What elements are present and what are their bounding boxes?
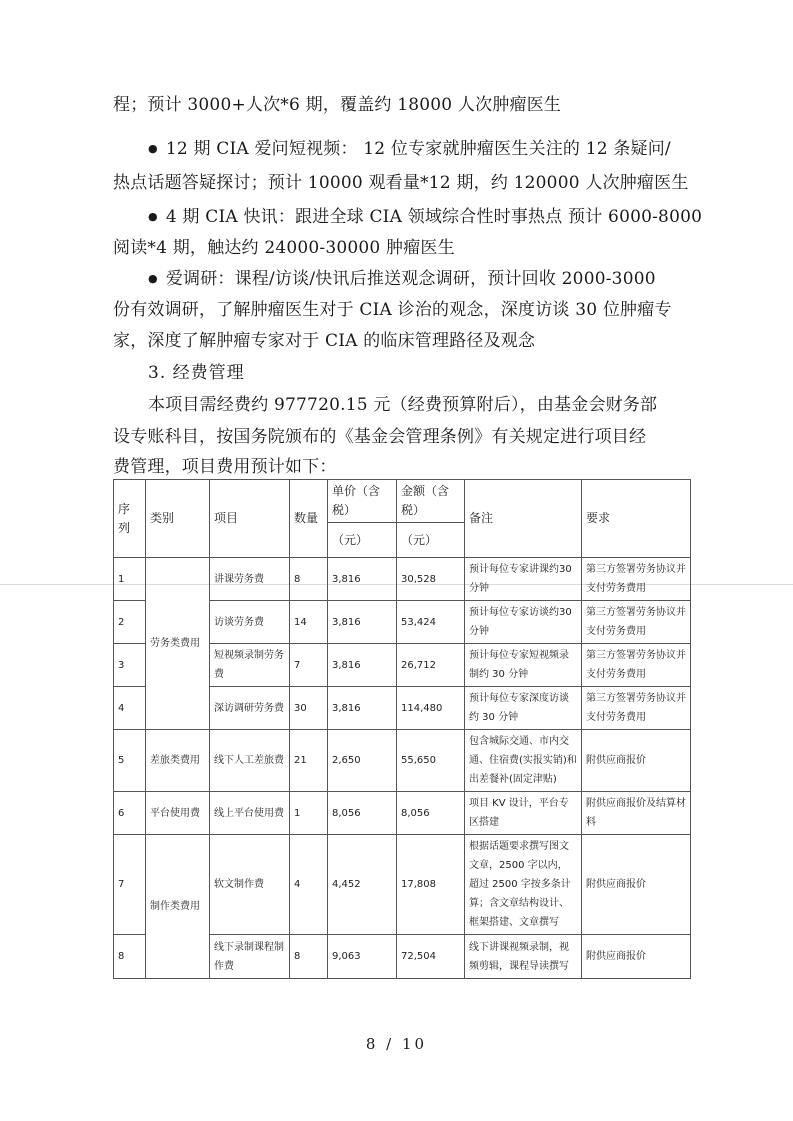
cell-amount: 17,808 — [397, 835, 465, 935]
cell-seq: 6 — [114, 792, 146, 835]
paragraph-line: 设专账科目，按国务院颁布的《基金会管理条例》有关规定进行项目经 — [113, 427, 647, 447]
header-unit-yuan: （元） — [328, 523, 397, 558]
paragraph-line: 家，深度了解肿瘤专家对于 CIA 的临床管理路径及观念 — [113, 331, 536, 351]
cell-price: 2,650 — [328, 730, 397, 792]
cell-requirement: 第三方签署劳务协议并支付劳务费用 — [582, 558, 691, 601]
table-row — [114, 835, 691, 935]
header-category: 类别 — [146, 480, 210, 558]
budget-table — [113, 479, 691, 979]
cell-amount: 114,480 — [397, 687, 465, 730]
cell-category: 劳务类费用 — [146, 558, 210, 730]
cell-price: 3,816 — [328, 687, 397, 730]
cell-item: 软文制作费 — [210, 835, 290, 935]
cell-category: 制作类费用 — [146, 835, 210, 979]
header-requirement: 要求 — [582, 480, 691, 558]
bullet-icon — [148, 207, 166, 227]
cell-amount: 30,528 — [397, 558, 465, 601]
cell-requirement: 附供应商报价 — [582, 835, 691, 935]
cell-price: 9,063 — [328, 935, 397, 979]
cell-note: 线下讲课视频录制，视频剪辑，课程导读撰写 — [465, 935, 582, 979]
cell-price: 4,452 — [328, 835, 397, 935]
paragraph-line: 本项目需经费约 977720.15 元（经费预算附后），由基金会财务部 — [148, 395, 658, 415]
cell-item: 访谈劳务费 — [210, 601, 290, 644]
cell-amount: 8,056 — [397, 792, 465, 835]
paragraph-line: 费管理，项目费用预计如下： — [113, 457, 337, 477]
cell-amount: 26,712 — [397, 644, 465, 687]
cell-note: 预计每位专家讲课约30 分钟 — [465, 558, 582, 601]
cell-price: 3,816 — [328, 644, 397, 687]
header-unit-yuan: （元） — [397, 523, 465, 558]
cell-amount: 72,504 — [397, 935, 465, 979]
cell-item: 深访调研劳务费 — [210, 687, 290, 730]
cell-requirement: 附供应商报价及结算材料 — [582, 792, 691, 835]
cell-amount: 55,650 — [397, 730, 465, 792]
cell-seq: 7 — [114, 835, 146, 935]
cell-seq: 8 — [114, 935, 146, 979]
cell-item: 线下人工差旅费 — [210, 730, 290, 792]
header-qty: 数量 — [290, 480, 328, 558]
bullet-icon — [148, 139, 166, 159]
cell-note: 根据话题要求撰写图文文章，2500 字以内，超过 2500 字按多条计算；含文章结构设计、框架搭建、文章撰写 — [465, 835, 582, 935]
paragraph-line: 份有效调研，了解肿瘤医生对于 CIA 诊治的观念，深度访谈 30 位肿瘤专 — [113, 300, 672, 320]
cell-requirement: 附供应商报价 — [582, 730, 691, 792]
cell-seq: 5 — [114, 730, 146, 792]
paragraph-line: 热点话题答疑探讨；预计 10000 观看量*12 期，约 120000 人次肿瘤医生 — [113, 173, 689, 193]
cell-note: 包含城际交通、市内交通、住宿费(实报实销)和出差餐补(固定津贴) — [465, 730, 582, 792]
cell-note: 预计每位专家短视频录制约 30 分钟 — [465, 644, 582, 687]
cell-seq: 1 — [114, 558, 146, 601]
cell-qty: 21 — [290, 730, 328, 792]
bullet-item: ● 爱调研：课程/访谈/快讯后推送观念调研，预计回收 2000-3000 — [148, 263, 656, 295]
paragraph-line: 程；预计 3000+人次*6 期，覆盖约 18000 人次肿瘤医生 — [113, 95, 562, 115]
cell-requirement: 第三方签署劳务协议并支付劳务费用 — [582, 687, 691, 730]
header-note: 备注 — [465, 480, 582, 558]
cell-item: 线上平台使用费 — [210, 792, 290, 835]
cell-qty: 8 — [290, 935, 328, 979]
table-row — [114, 792, 691, 835]
cell-note: 项目 KV 设计，平台专区搭建 — [465, 792, 582, 835]
cell-qty: 4 — [290, 835, 328, 935]
cell-seq: 3 — [114, 644, 146, 687]
cell-item: 线下录制课程制作费 — [210, 935, 290, 979]
cell-qty: 7 — [290, 644, 328, 687]
cell-qty: 1 — [290, 792, 328, 835]
page-number: 8 / 10 — [365, 1035, 428, 1053]
cell-qty: 30 — [290, 687, 328, 730]
header-unit-price: 单价（含税） — [328, 480, 397, 523]
cell-category: 差旅类费用 — [146, 730, 210, 792]
bullet-icon — [148, 269, 166, 289]
section-heading: 3. 经费管理 — [148, 363, 245, 383]
cell-note: 预计每位专家访谈约30 分钟 — [465, 601, 582, 644]
cell-category: 平台使用费 — [146, 792, 210, 835]
cell-requirement: 第三方签署劳务协议并支付劳务费用 — [582, 644, 691, 687]
cell-price: 3,816 — [328, 601, 397, 644]
header-seq: 序列 — [114, 480, 146, 558]
header-amount: 金额（含税） — [397, 480, 465, 523]
cell-amount: 53,424 — [397, 601, 465, 644]
cell-item: 讲课劳务费 — [210, 558, 290, 601]
cell-requirement: 附供应商报价 — [582, 935, 691, 979]
cell-requirement: 第三方签署劳务协议并支付劳务费用 — [582, 601, 691, 644]
paragraph-line: 阅读*4 期，触达约 24000-30000 肿瘤医生 — [113, 238, 455, 258]
cell-seq: 2 — [114, 601, 146, 644]
bullet-item: ● 4 期 CIA 快讯：跟进全球 CIA 领域综合性时事热点 预计 6000-8000 — [148, 201, 702, 233]
cell-qty: 14 — [290, 601, 328, 644]
table-row — [114, 558, 691, 601]
cell-note: 预计每位专家深度访谈约 30 分钟 — [465, 687, 582, 730]
header-item: 项目 — [210, 480, 290, 558]
cell-price: 8,056 — [328, 792, 397, 835]
cell-price: 3,816 — [328, 558, 397, 601]
table-row — [114, 730, 691, 792]
cell-seq: 4 — [114, 687, 146, 730]
cell-item: 短视频录制劳务费 — [210, 644, 290, 687]
bullet-item: ● 12 期 CIA 爱问短视频： 12 位专家就肿瘤医生关注的 12 条疑问/ — [148, 133, 671, 165]
cell-qty: 8 — [290, 558, 328, 601]
